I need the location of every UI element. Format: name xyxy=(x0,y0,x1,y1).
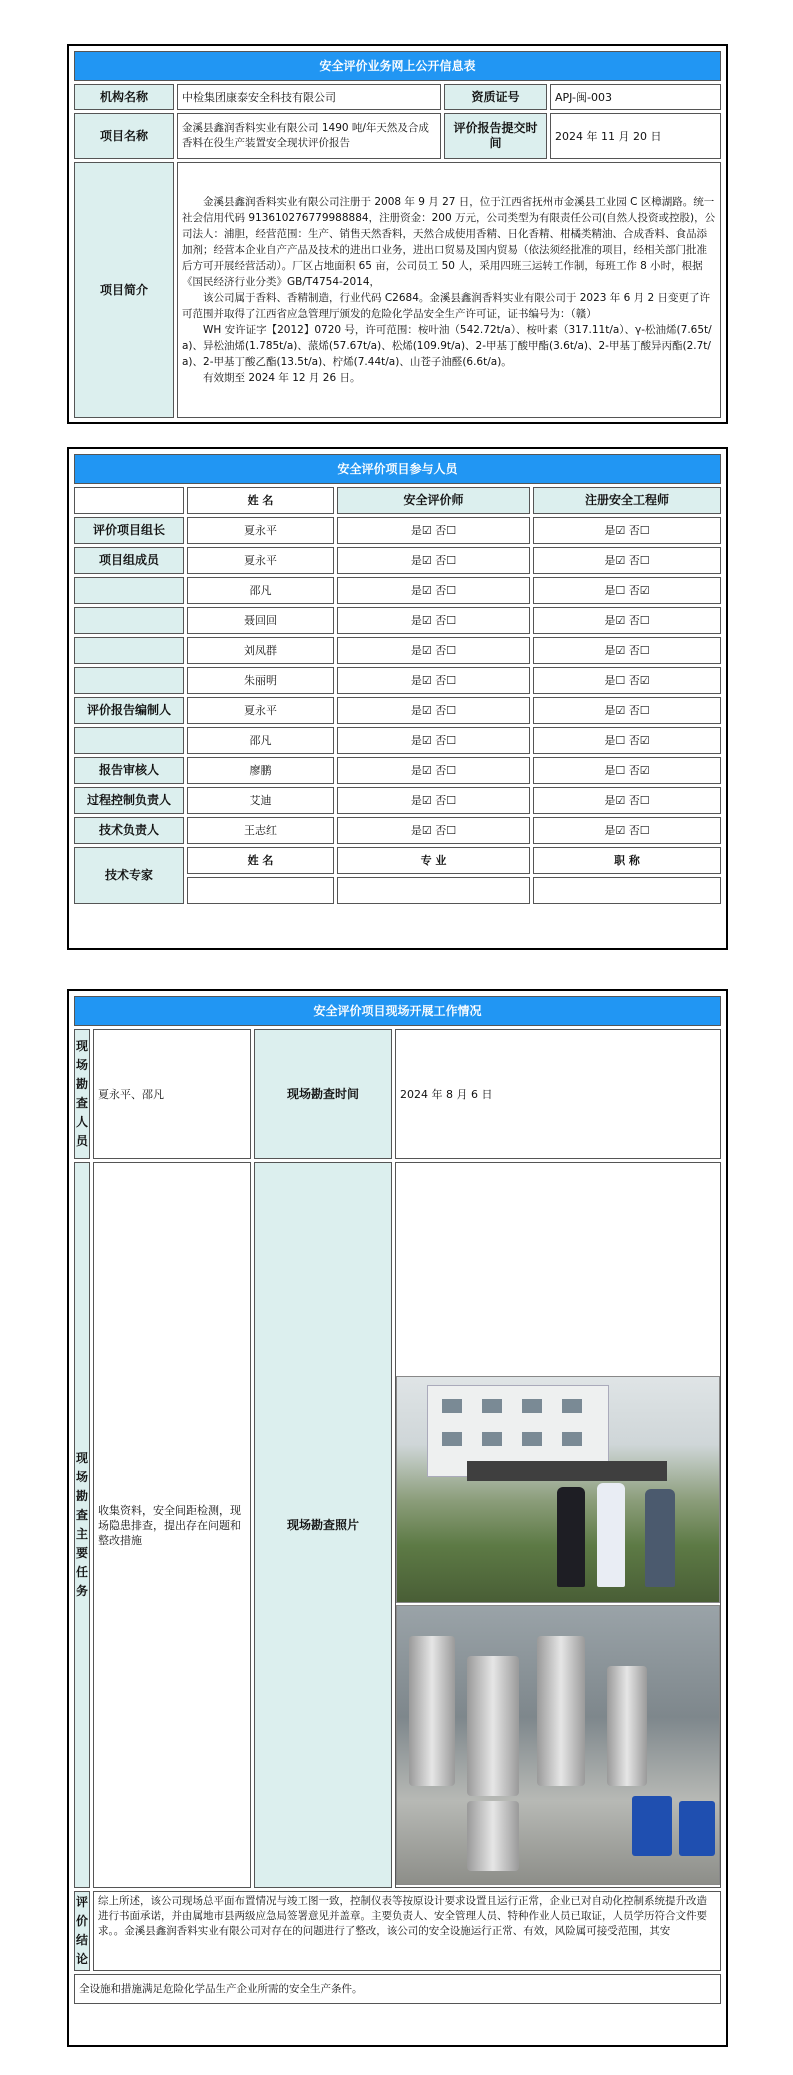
staff-value: 夏永平、邵凡 xyxy=(93,1029,251,1159)
role-cell: 项目组成员 xyxy=(74,547,184,574)
engineer-checkbox: 是☐ 否☑ xyxy=(533,667,721,694)
role-cell: 过程控制负责人 xyxy=(74,787,184,814)
role-cell: 评价报告编制人 xyxy=(74,697,184,724)
staff-label: 现场勘查人员 xyxy=(75,1039,88,1148)
personnel-table xyxy=(67,447,728,950)
engineer-checkbox: 是☑ 否☐ xyxy=(533,637,721,664)
time-value: 2024 年 8 月 6 日 xyxy=(395,1029,721,1159)
role-cell xyxy=(74,577,184,604)
date-label: 评价报告提交时间 xyxy=(444,113,547,159)
time-label: 现场勘查时间 xyxy=(254,1029,392,1159)
evaluator-checkbox: 是☑ 否☐ xyxy=(337,787,530,814)
intro-text xyxy=(177,162,721,418)
intro-paragraph: WH 安许证字【2012】0720 号，许可范围：桉叶油（542.72t/a）、桉叶素（317.11t/a）、γ-松油烯(7.65t/a)、异松油烯(1.785t/a)、蒎烯(57.67t/a)、松烯(109.9t/a)、2-甲基丁酸甲酯(3.6t/a)、2-甲基丁酸异丙酯(2.7t/a)、2-甲基丁酸乙酯(13.5t/a)、柠烯(7.44t/a)、山苍子油醛(6.6t/a)。 xyxy=(182,324,712,368)
expert-name-empty xyxy=(187,877,334,904)
task-label-cell xyxy=(74,1162,90,1888)
evaluator-checkbox: 是☑ 否☐ xyxy=(337,817,530,844)
evaluator-checkbox: 是☑ 否☐ xyxy=(337,547,530,574)
site-table-title: 安全评价项目现场开展工作情况 xyxy=(74,996,721,1026)
expert-title-empty xyxy=(533,877,721,904)
engineer-checkbox: 是☑ 否☐ xyxy=(533,697,721,724)
person-name: 聂回回 xyxy=(187,607,334,634)
role-cell xyxy=(74,667,184,694)
cert-value: APJ-闽-003 xyxy=(550,84,721,110)
col-evaluator-header: 安全评价师 xyxy=(337,487,530,514)
site-photo-equipment xyxy=(396,1605,720,1885)
conclusion-tail: 全设施和措施满足危险化学品生产企业所需的安全生产条件。 xyxy=(74,1974,721,2004)
staff-label-cell xyxy=(74,1029,90,1159)
evaluator-checkbox: 是☑ 否☐ xyxy=(337,607,530,634)
col-engineer-header: 注册安全工程师 xyxy=(533,487,721,514)
org-value: 中检集团康泰安全科技有限公司 xyxy=(177,84,441,110)
role-cell: 评价项目组长 xyxy=(74,517,184,544)
expert-col-major: 专 业 xyxy=(337,847,530,874)
expert-col-title: 职 称 xyxy=(533,847,721,874)
engineer-checkbox: 是☐ 否☑ xyxy=(533,727,721,754)
engineer-checkbox: 是☑ 否☐ xyxy=(533,517,721,544)
conclusion-label-cell xyxy=(74,1891,90,1971)
evaluator-checkbox: 是☑ 否☐ xyxy=(337,697,530,724)
engineer-checkbox: 是☑ 否☐ xyxy=(533,547,721,574)
col-name-header: 姓 名 xyxy=(187,487,334,514)
intro-paragraph: 金溪县鑫润香料实业有限公司注册于 2008 年 9 月 27 日，位于江西省抚州市金溪县工业园 C 区樟湖路。统一社会信用代码 913610276779988884，注册资金：200 万元，公司类型为有限责任公司(自然人投资或控股)，公司法人：浦胆，经营范围：生产、销售天然香料，天然合成使用香精、日化香精、柑橘类精油、合成香料、食品添加剂；经营本企业自产产品及技术的进出口业务，进出口贸易及国内贸易（依法须经批准的项目，经相关部门批准后方可开展经营活动）。厂区占地面积 65 亩，公司员工 50 人，采用四班三运转工作制，每班工作 8 小时，根据《国民经济行业分类》GB/T4754-2014， xyxy=(182,196,716,288)
expert-col-name: 姓 名 xyxy=(187,847,334,874)
photo-cell xyxy=(395,1162,721,1888)
task-value: 收集资料，安全间距检测，现场隐患排查，提出存在问题和整改措施 xyxy=(93,1162,251,1888)
role-cell: 报告审核人 xyxy=(74,757,184,784)
person-name: 刘凤群 xyxy=(187,637,334,664)
intro-label: 项目简介 xyxy=(74,162,174,418)
org-label: 机构名称 xyxy=(74,84,174,110)
personnel-table-title: 安全评价项目参与人员 xyxy=(74,454,721,484)
site-photo-building xyxy=(396,1376,720,1603)
engineer-checkbox: 是☐ 否☑ xyxy=(533,757,721,784)
photo-label: 现场勘查照片 xyxy=(254,1162,392,1888)
site-table xyxy=(67,989,728,2047)
person-name: 廖鹏 xyxy=(187,757,334,784)
role-cell: 技术负责人 xyxy=(74,817,184,844)
engineer-checkbox: 是☑ 否☐ xyxy=(533,817,721,844)
date-value: 2024 年 11 月 20 日 xyxy=(550,113,721,159)
evaluator-checkbox: 是☑ 否☐ xyxy=(337,517,530,544)
intro-paragraph: 有效期至 2024 年 12 月 26 日。 xyxy=(203,372,361,384)
expert-label: 技术专家 xyxy=(74,847,184,904)
task-label: 现场勘查主要任务 xyxy=(75,1451,88,1598)
person-name: 王志红 xyxy=(187,817,334,844)
info-table xyxy=(67,44,728,424)
project-label: 项目名称 xyxy=(74,113,174,159)
evaluator-checkbox: 是☑ 否☐ xyxy=(337,667,530,694)
evaluator-checkbox: 是☑ 否☐ xyxy=(337,637,530,664)
person-name: 邵凡 xyxy=(187,577,334,604)
empty-cell xyxy=(74,487,184,514)
person-name: 艾迪 xyxy=(187,787,334,814)
engineer-checkbox: 是☐ 否☑ xyxy=(533,577,721,604)
person-name: 夏永平 xyxy=(187,517,334,544)
conclusion-label: 评价结论 xyxy=(75,1895,88,1966)
person-name: 邵凡 xyxy=(187,727,334,754)
intro-paragraph: 该公司属于香料、香精制造，行业代码 C2684。金溪县鑫润香料实业有限公司于 2023 年 6 月 2 日变更了许可范围并取得了江西省应急管理厅颁发的危险化学品安全生产许可证，证书编号为：（赣） xyxy=(182,292,710,320)
project-value: 金溪县鑫润香料实业有限公司 1490 吨/年天然及合成香料在役生产装置安全现状评价报告 xyxy=(177,113,441,159)
engineer-checkbox: 是☑ 否☐ xyxy=(533,787,721,814)
evaluator-checkbox: 是☑ 否☐ xyxy=(337,757,530,784)
role-cell xyxy=(74,637,184,664)
role-cell xyxy=(74,607,184,634)
evaluator-checkbox: 是☑ 否☐ xyxy=(337,577,530,604)
conclusion-value: 综上所述，该公司现场总平面布置情况与竣工图一致，控制仪表等按原设计要求设置且运行正常，企业已对自动化控制系统提升改造进行书面承诺，并由属地市县两级应急局签署意见并盖章。主要负责人、安全管理人员、特种作业人员已取证，人员学历符合文件要求。。金溪县鑫润香料实业有限公司对存在的问题进行了整改，该公司的安全设施运行正常、有效，风险属可接受范围，其安 xyxy=(93,1891,721,1971)
person-name: 朱丽明 xyxy=(187,667,334,694)
person-name: 夏永平 xyxy=(187,547,334,574)
engineer-checkbox: 是☑ 否☐ xyxy=(533,607,721,634)
expert-major-empty xyxy=(337,877,530,904)
role-cell xyxy=(74,727,184,754)
evaluator-checkbox: 是☑ 否☐ xyxy=(337,727,530,754)
person-name: 夏永平 xyxy=(187,697,334,724)
cert-label: 资质证号 xyxy=(444,84,547,110)
info-table-title: 安全评价业务网上公开信息表 xyxy=(74,51,721,81)
